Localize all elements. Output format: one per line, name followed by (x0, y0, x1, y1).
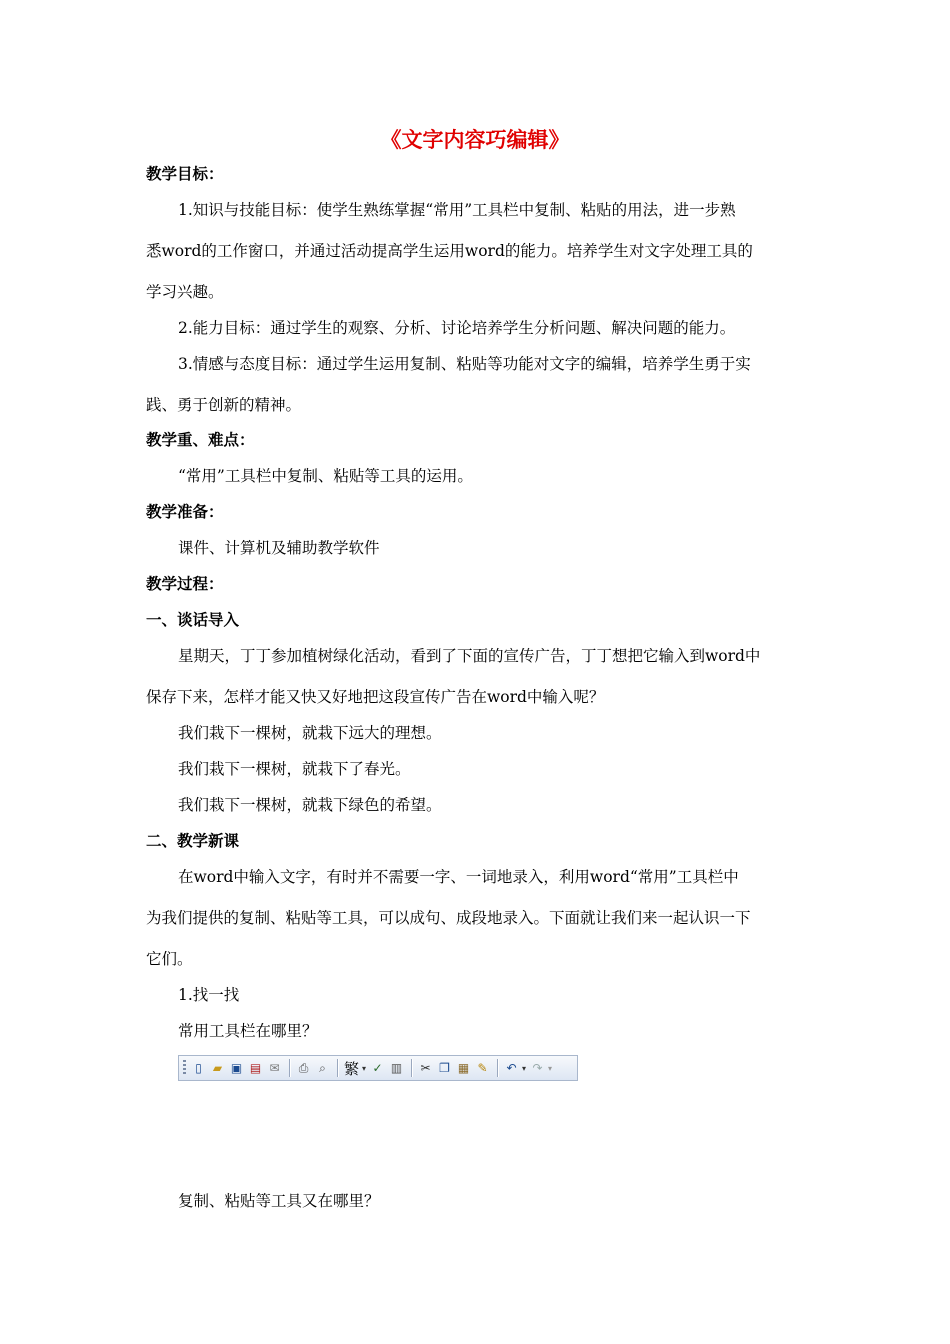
paragraph-line: 1.知识与技能目标：使学生熟练掌握“常用”工具栏中复制、粘贴的用法，进一步熟 (178, 201, 736, 219)
paragraph-line: 1.找一找 (178, 986, 240, 1004)
chevron-down-icon: ▾ (522, 1063, 527, 1073)
paragraph-line: 在word中输入文字，有时并不需要一字、一词地录入，利用word“常用”工具栏中 (178, 868, 739, 886)
toolbar-separator (497, 1059, 499, 1077)
paragraph-line: 践、勇于创新的精神。 (146, 396, 302, 414)
cut-icon: ✂ (420, 1061, 431, 1075)
permission-icon: ▤ (249, 1061, 262, 1075)
heading-process: 教学过程： (146, 575, 224, 593)
chevron-down-icon: ▾ (362, 1063, 367, 1073)
save-icon: ▣ (230, 1061, 243, 1075)
research-icon: ▥ (390, 1061, 403, 1075)
paragraph-line: 它们。 (146, 950, 193, 968)
paragraph-line: 3.情感与态度目标：通过学生运用复制、粘贴等功能对文字的编辑，培养学生勇于实 (178, 355, 751, 373)
paragraph-line: 我们栽下一棵树，就栽下绿色的希望。 (178, 796, 442, 814)
new-icon: ▯ (195, 1061, 202, 1075)
spelling-icon: ✓ (372, 1061, 383, 1075)
copy-icon: ❐ (439, 1061, 450, 1075)
paragraph-line: 常用工具栏在哪里？ (178, 1022, 318, 1040)
redo-icon: ↷ (532, 1061, 543, 1075)
chevron-down-icon: ▾ (548, 1063, 553, 1073)
heading-section-1: 一、谈话导入 (146, 611, 240, 629)
heading-section-2: 二、教学新课 (146, 832, 240, 850)
heading-key-points: 教学重、难点： (146, 431, 255, 449)
heading-objectives: 教学目标： (146, 165, 224, 183)
paragraph-line: 保存下来，怎样才能又快又好地把这段宣传广告在word中输入呢？ (146, 688, 605, 706)
paragraph-line: 我们栽下一棵树，就栽下了春光。 (178, 760, 411, 778)
paragraph-line: 悉word的工作窗口，并通过活动提高学生运用word的能力。培养学生对文字处理工具的 (146, 242, 753, 260)
paragraph-line: 复制、粘贴等工具又在哪里？ (178, 1192, 380, 1210)
paragraph-line: 星期天，丁丁参加植树绿化活动，看到了下面的宣传广告，丁丁想把它输入到word中 (178, 647, 761, 665)
toolbar-separator (289, 1059, 291, 1077)
paste-icon: ▦ (457, 1061, 470, 1075)
paragraph-line: 我们栽下一棵树，就栽下远大的理想。 (178, 724, 442, 742)
paragraph-line: “常用”工具栏中复制、粘贴等工具的运用。 (178, 467, 473, 485)
toolbar-separator (337, 1059, 339, 1077)
undo-icon: ↶ (506, 1061, 517, 1075)
traditional-chinese-icon: 繁 (343, 1059, 359, 1078)
standard-toolbar-image (178, 1055, 578, 1081)
print-icon: ⎙ (298, 1060, 309, 1075)
paragraph-line: 2.能力目标：通过学生的观察、分析、讨论培养学生分析问题、解决问题的能力。 (178, 319, 736, 337)
toolbar-separator (411, 1059, 413, 1077)
format-painter-icon: ✎ (477, 1061, 488, 1075)
paragraph-line: 学习兴趣。 (146, 283, 224, 301)
paragraph-line: 课件、计算机及辅助教学软件 (178, 539, 380, 557)
paragraph-line: 为我们提供的复制、粘贴等工具，可以成句、成段地录入。下面就让我们来一起认识一下 (146, 909, 751, 927)
document-title: 《文字内容巧编辑》 (380, 128, 570, 152)
toolbar-grip (183, 1060, 186, 1076)
open-icon: ▰ (212, 1061, 223, 1075)
email-icon: ✉ (269, 1061, 280, 1075)
heading-preparation: 教学准备： (146, 503, 224, 521)
print-preview-icon: ⌕ (319, 1060, 326, 1075)
